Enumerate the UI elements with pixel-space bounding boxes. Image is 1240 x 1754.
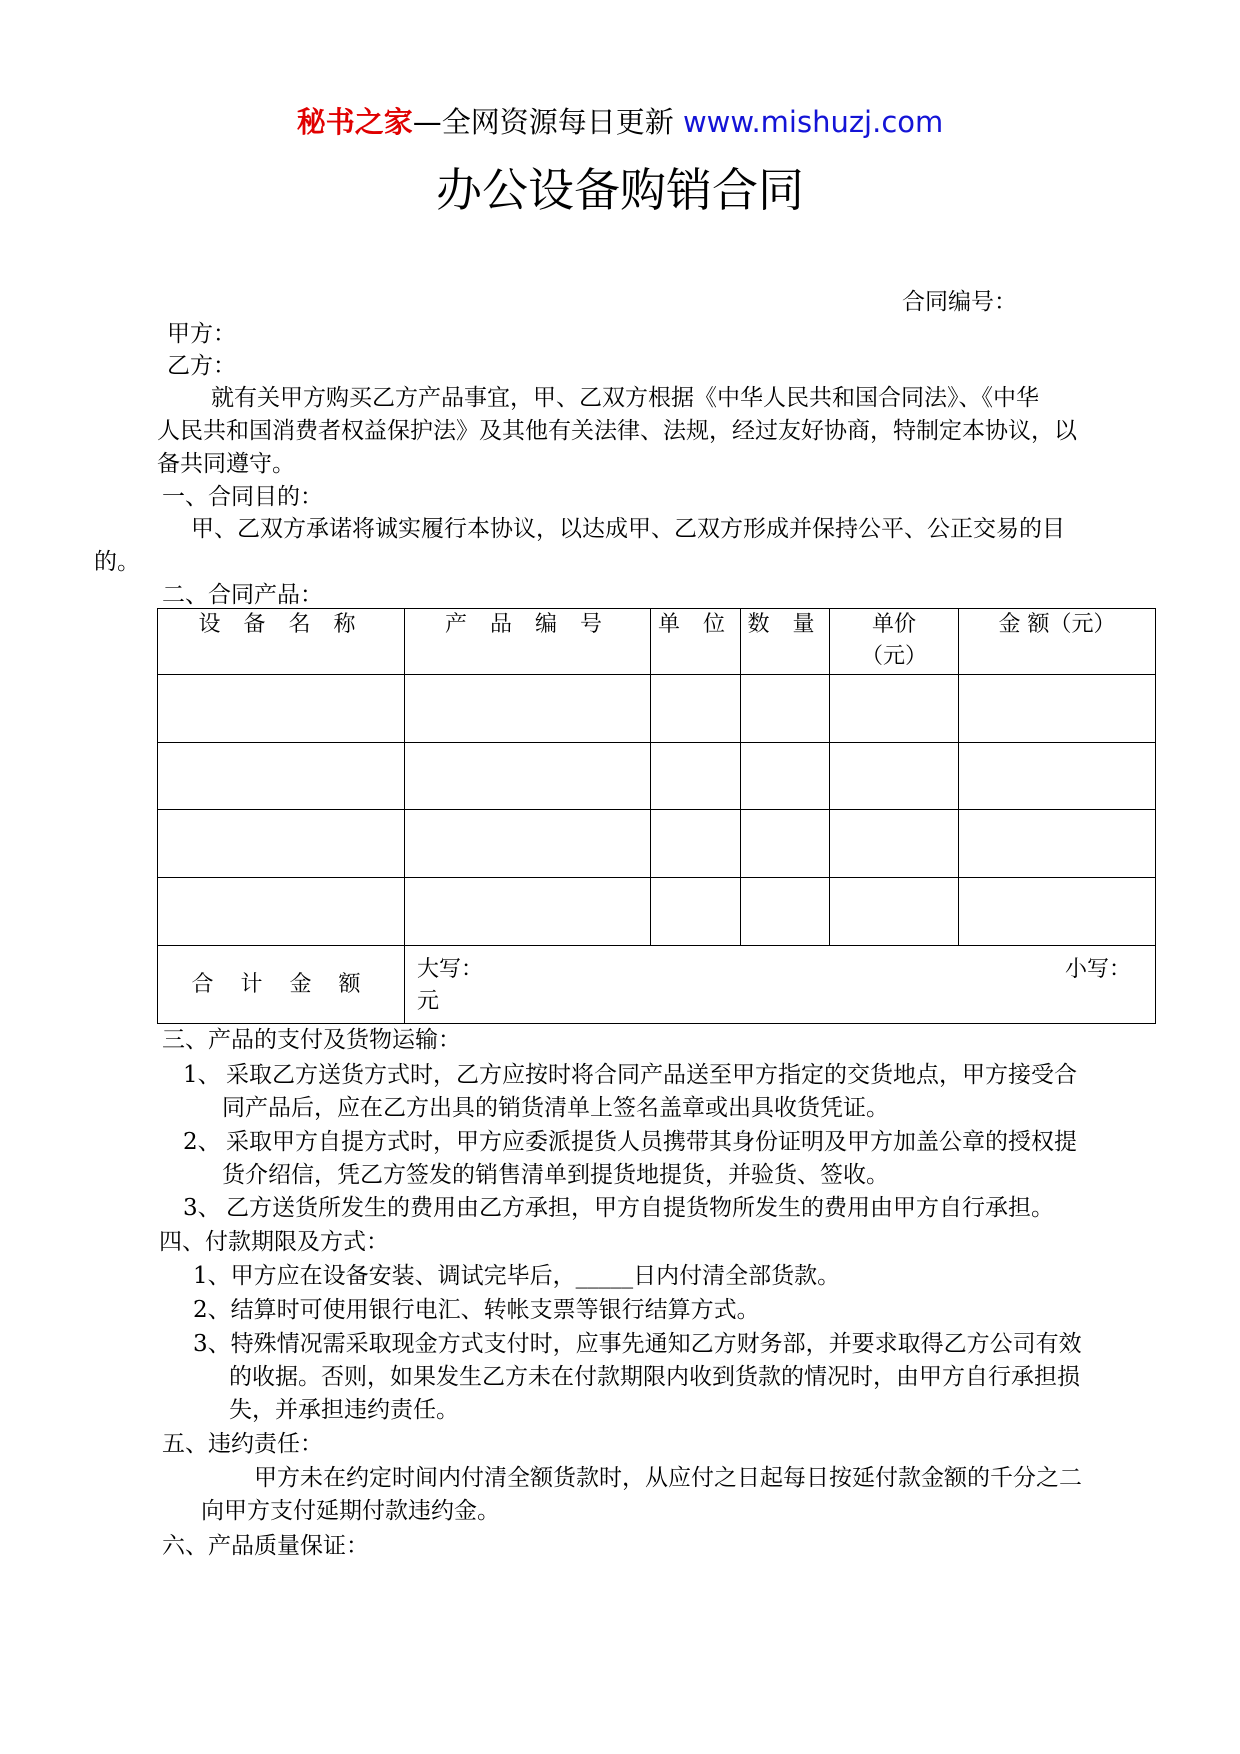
intro-line: 人民共和国消费者权益保护法》及其他有关法律、法规，经过友好协商，特制定本协议，以: [157, 418, 1077, 444]
section1-line: 的。: [94, 549, 140, 575]
table-cell[interactable]: [741, 674, 830, 742]
col-header-quantity: 数 量: [741, 609, 830, 675]
section3-item-line: 货介绍信，凭乙方签发的销售清单到提货地提货，并验货、签收。: [222, 1162, 889, 1188]
table-cell[interactable]: [959, 742, 1156, 810]
total-capital-label: 大写：: [417, 957, 484, 983]
section5-heading: 五、违约责任：: [162, 1431, 323, 1457]
section3-item-line: 同产品后，应在乙方出具的销货清单上签名盖章或出具收货凭证。: [222, 1095, 889, 1121]
col-header-unit: 单 位: [651, 609, 741, 675]
section4-item-line: 的收据。否则，如果发生乙方未在付款期限内收到货款的情况时，由甲方自行承担损: [229, 1364, 1080, 1390]
site-banner: [0, 102, 1240, 142]
section5-line: 甲方未在约定时间内付清全额货款时，从应付之日起每日按延付款金额的千分之二: [254, 1465, 1082, 1491]
document-title: 办公设备购销合同: [436, 163, 804, 217]
table-cell[interactable]: [158, 878, 405, 946]
table-cell[interactable]: [405, 742, 651, 810]
products-table: [157, 608, 1156, 1024]
section1-line: 甲、乙双方承诺将诚实履行本协议，以达成甲、乙双方形成并保持公平、公正交易的目: [191, 516, 1065, 542]
table-total-row: [158, 946, 1156, 1024]
table-cell[interactable]: [741, 742, 830, 810]
section2-heading: 二、合同产品：: [162, 582, 323, 608]
section4-item-line: 3、特殊情况需采取现金方式支付时，应事先通知乙方财务部，并要求取得乙方公司有效: [193, 1331, 1082, 1357]
banner-tagline: —全网资源每日更新: [412, 105, 674, 139]
table-row: [158, 878, 1156, 946]
table-cell[interactable]: [741, 878, 830, 946]
col-header-unit-price: [830, 609, 959, 675]
section4-item-line: 1、甲方应在设备安装、调试完毕后，_____日内付清全部货款。: [193, 1263, 841, 1289]
col-header-product-code: 产 品 编 号: [405, 609, 651, 675]
table-cell[interactable]: [830, 878, 959, 946]
section3-item-number: 1、: [183, 1062, 221, 1088]
table-cell[interactable]: [830, 810, 959, 878]
section3-item-number: 2、: [183, 1129, 221, 1155]
table-cell[interactable]: [651, 810, 741, 878]
total-unit-label: 元: [417, 989, 440, 1015]
party-b-label: 乙方：: [167, 353, 236, 379]
section6-heading: 六、产品质量保证：: [162, 1533, 369, 1559]
table-row: [158, 674, 1156, 742]
table-row: [158, 810, 1156, 878]
intro-line: 就有关甲方购买乙方产品事宜，甲、乙双方根据《中华人民共和国合同法》、《中华: [211, 385, 1039, 411]
col-header-equipment-name: 设 备 名 称: [158, 609, 405, 675]
table-cell[interactable]: [959, 674, 1156, 742]
table-cell[interactable]: [651, 878, 741, 946]
table-row: [158, 742, 1156, 810]
brand-name: 秘书之家: [296, 105, 413, 139]
table-cell[interactable]: [405, 810, 651, 878]
table-cell[interactable]: [830, 674, 959, 742]
total-amount-cell[interactable]: [405, 946, 1156, 1024]
unit-price-unit: （元）: [860, 644, 927, 669]
table-cell[interactable]: [741, 810, 830, 878]
party-a-label: 甲方：: [167, 321, 236, 347]
table-cell[interactable]: [405, 878, 651, 946]
table-header-row: [158, 609, 1156, 675]
table-cell[interactable]: [959, 810, 1156, 878]
section3-item-line: 采取乙方送货方式时，乙方应按时将合同产品送至甲方指定的交货地点，甲方接受合: [226, 1062, 1077, 1088]
site-url-link[interactable]: www.mishuzj.com: [682, 105, 944, 139]
table-cell[interactable]: [651, 742, 741, 810]
table-cell[interactable]: [651, 674, 741, 742]
total-amount-label: 合 计 金 额: [158, 946, 405, 1024]
section3-item-line: 乙方送货所发生的费用由乙方承担，甲方自提货物所发生的费用由甲方自行承担。: [226, 1195, 1054, 1221]
table-cell[interactable]: [830, 742, 959, 810]
table-cell[interactable]: [158, 810, 405, 878]
section5-line: 向甲方支付延期付款违约金。: [201, 1498, 500, 1524]
table-cell[interactable]: [405, 674, 651, 742]
section1-heading: 一、合同目的：: [162, 484, 323, 510]
total-small-label: 小写：: [1064, 957, 1131, 983]
intro-line: 备共同遵守。: [157, 451, 295, 477]
col-header-amount: 金 额（元）: [959, 609, 1156, 675]
section3-item-number: 3、: [183, 1195, 221, 1221]
table-cell[interactable]: [158, 674, 405, 742]
section3-item-line: 采取甲方自提方式时，甲方应委派提货人员携带其身份证明及甲方加盖公章的授权提: [226, 1129, 1077, 1155]
section4-item-line: 2、结算时可使用银行电汇、转帐支票等银行结算方式。: [193, 1297, 760, 1323]
table-cell[interactable]: [158, 742, 405, 810]
section3-heading: 三、产品的支付及货物运输：: [162, 1027, 461, 1053]
section4-heading: 四、付款期限及方式：: [159, 1229, 389, 1255]
unit-price-label: 单价: [871, 612, 916, 637]
section4-item-line: 失，并承担违约责任。: [229, 1397, 459, 1423]
contract-number-label: 合同编号：: [902, 289, 1017, 315]
table-cell[interactable]: [959, 878, 1156, 946]
